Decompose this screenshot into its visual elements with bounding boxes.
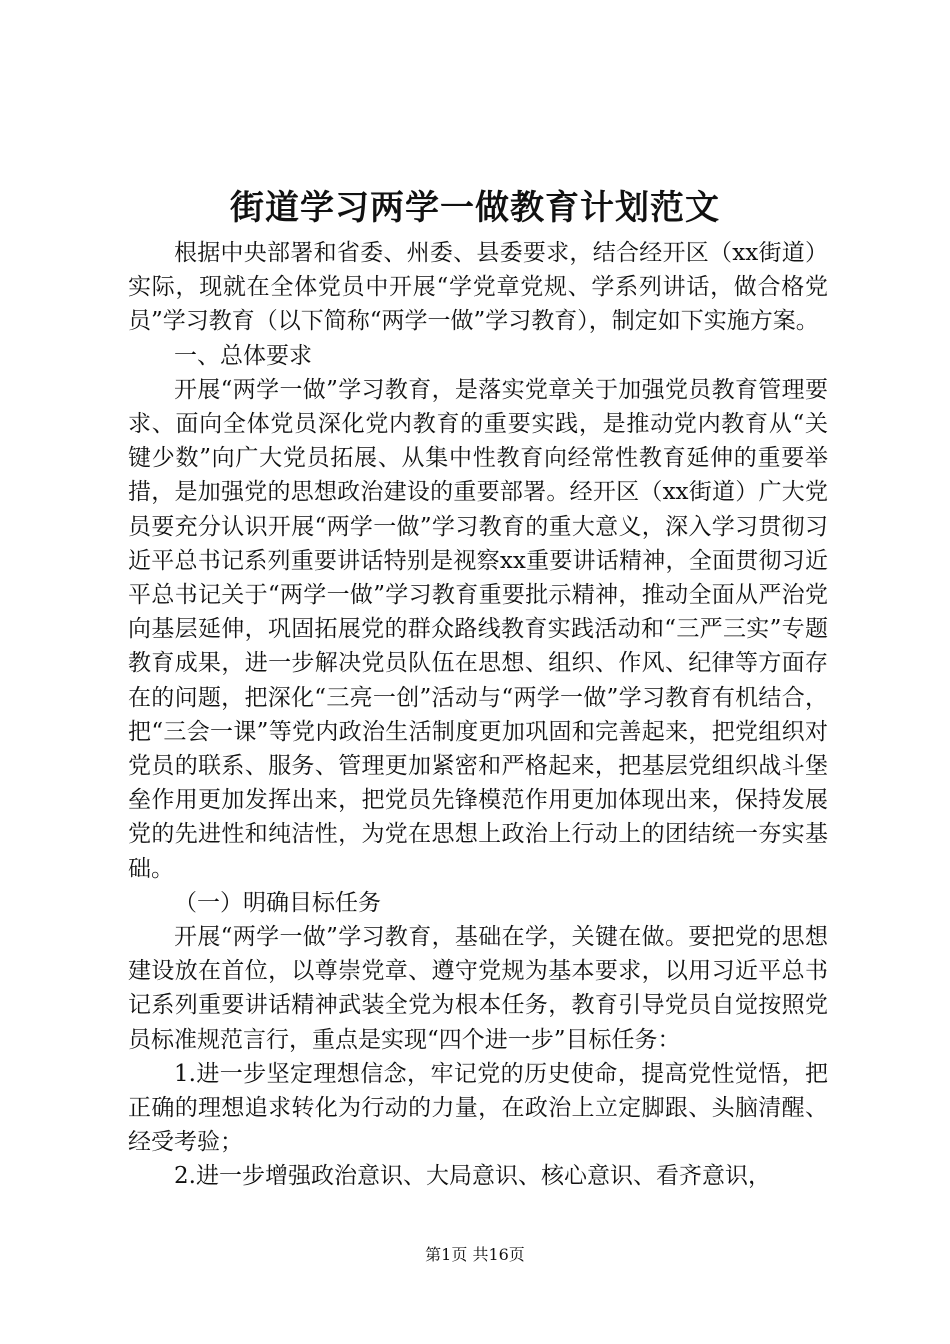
subsection-heading-goals: （一）明确目标任务 — [174, 889, 381, 916]
list-item-1: 1.进一步坚定理想信念，牢记党的历史使命，提高党性觉悟，把正确的理想追求转化为行动的力量，在政治上立定脚跟、头脑清醒、经受考验； — [128, 1060, 828, 1156]
section-heading-overall-requirements: 一、总体要求 — [174, 342, 312, 369]
document-title: 街道学习两学一做教育计划范文 — [230, 188, 720, 228]
page-number-footer: 第1页 共16页 — [425, 1245, 525, 1264]
document-body — [128, 236, 828, 1194]
paragraph-intro: 根据中央部署和省委、州委、县委要求，结合经开区（xx街道）实际，现就在全体党员中开展“学党章党规、学系列讲话，做合格党员”学习教育（以下简称“两学一做”学习教育），制定如下实施方案。 — [128, 240, 828, 335]
list-item-2: 2.进一步增强政治意识、大局意识、核心意识、看齐意识， — [174, 1163, 771, 1190]
paragraph-overall-requirements: 开展“两学一做”学习教育，是落实党章关于加强党员教育管理要求、面向全体党员深化党内教育的重要实践，是推动党内教育从“关键少数”向广大党员拓展、从集中性教育向经常性教育延伸的重要举措，是加强党的思想政治建设的重要部署。经开区（xx街道）广大党员要充分认识开展“两学一做”学习教育的重大意义，深入学习贯彻习近平总书记系列重要讲话特别是视察xx重要讲话精神，全面贯彻习近平总书记关于“两学一做”学习教育重要批示精神，推动全面从严治党向基层延伸，巩固拓展党的群众路线教育实践活动和“三严三实”专题教育成果，进一步解决党员队伍在思想、组织、作风、纪律等方面存在的问题，把深化“三亮一创”活动与“两学一做”学习教育有机结合，把“三会一课”等党内政治生活制度更加巩固和完善起来，把党组织对党员的联系、服务、管理更加紧密和严格起来，把基层党组织战斗堡垒作用更加发挥出来，把党员先锋模范作用更加体现出来，保持发展党的先进性和纯洁性，为党在思想上政治上行动上的团结统一夯实基础。 — [128, 376, 828, 882]
paragraph-goals: 开展“两学一做”学习教育，基础在学，关键在做。要把党的思想建设放在首位，以尊崇党章、遵守党规为基本要求，以用习近平总书记系列重要讲话精神武装全党为根本任务，教育引导党员自觉按照党员标准规范言行，重点是实现“四个进一步”目标任务： — [128, 924, 828, 1053]
